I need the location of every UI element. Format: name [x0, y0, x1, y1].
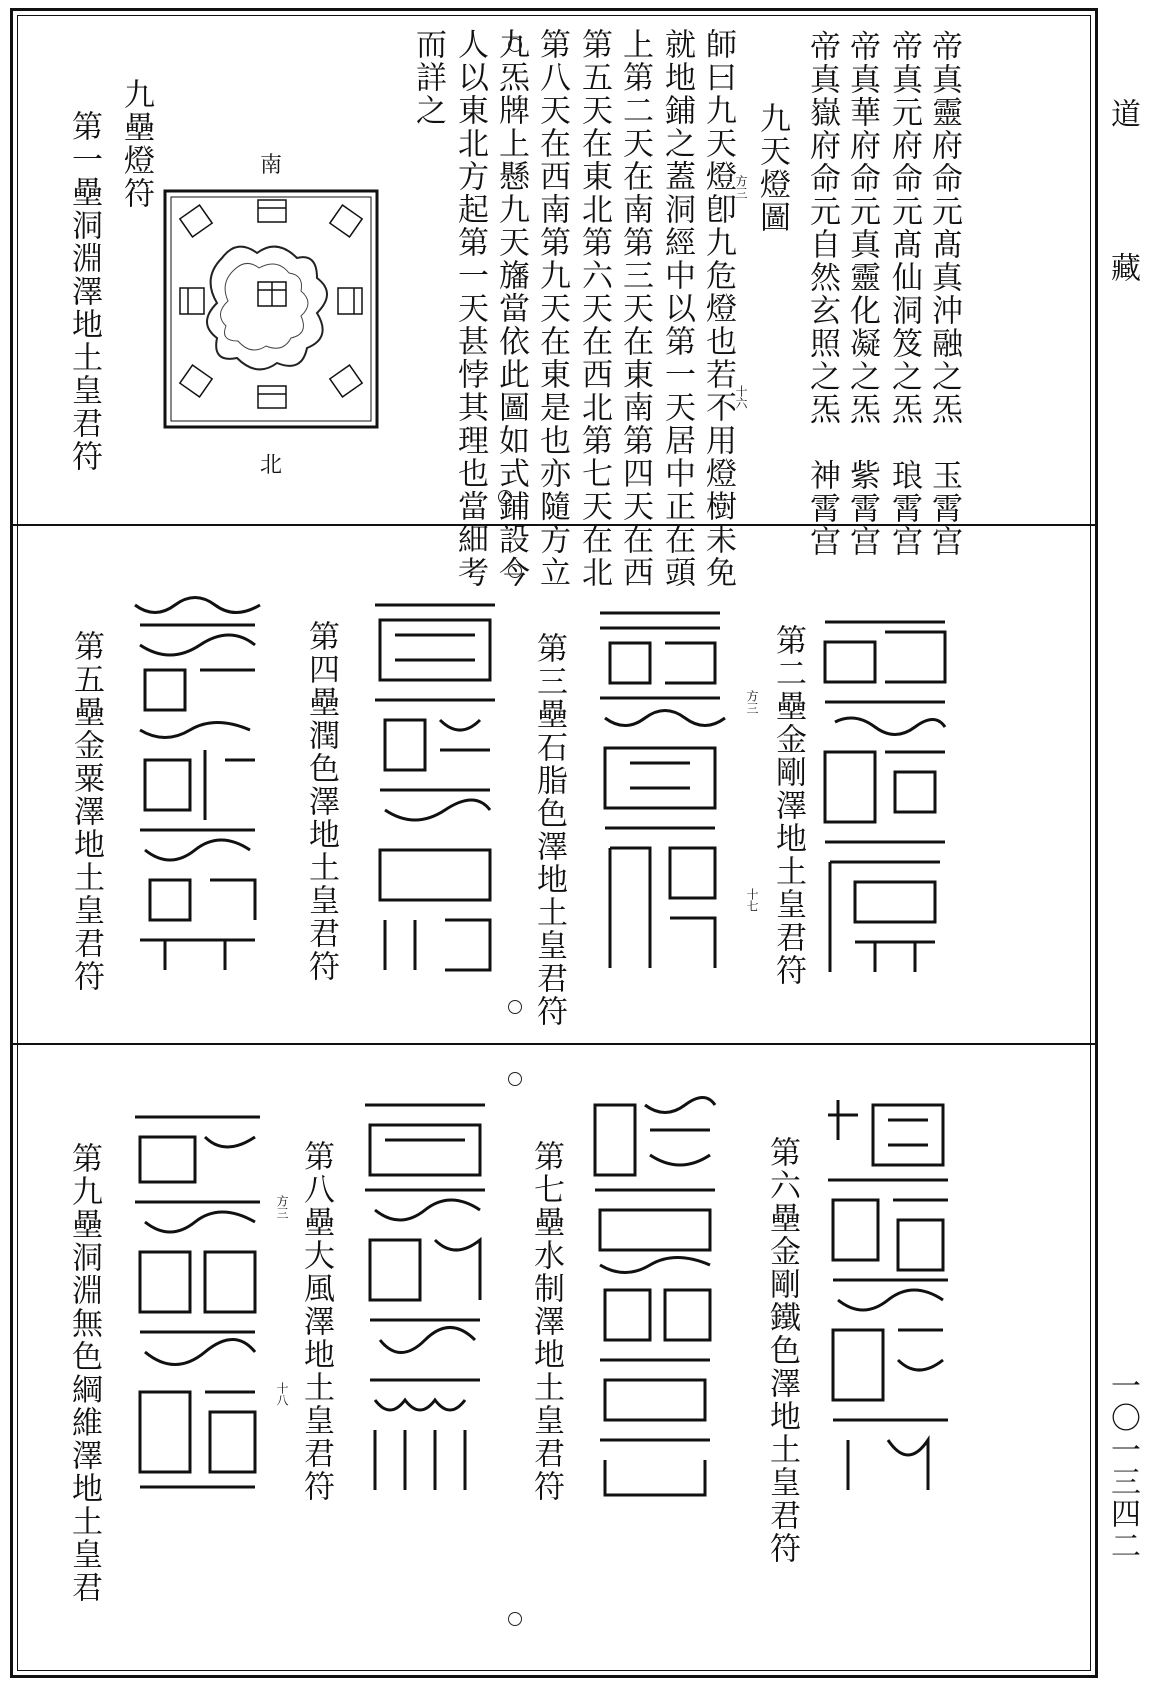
talisman-seal-3 — [590, 598, 730, 978]
talisman-seal-9 — [125, 1102, 270, 1498]
talisman-caption-2: 第二壘金剛澤地土皇君符 — [770, 624, 806, 987]
header-char-dao: 道 — [1105, 98, 1140, 128]
text-line-13: 而詳之 — [410, 28, 446, 127]
talisman-seal-5 — [125, 590, 270, 978]
talisman-caption-8: 第八壘大風澤地土皇君符 — [298, 1140, 334, 1503]
circle-mark — [508, 1072, 522, 1086]
annotation-number: 十七 — [745, 888, 759, 912]
talisman-caption-3: 第三壘石脂色澤地土皇君符 — [531, 632, 567, 1028]
diagram-heading: 九天燈圖 — [754, 102, 790, 234]
talisman-seal-8 — [355, 1090, 495, 1500]
page-number: 一〇一三四二 — [1105, 1370, 1140, 1562]
talisman-seal-2 — [815, 602, 955, 978]
circle-mark — [508, 38, 522, 52]
talisman-caption-4: 第四壘潤色澤地土皇君符 — [303, 620, 339, 983]
talisman-caption-6: 第六壘金剛鐵色澤地土皇君符 — [764, 1136, 800, 1565]
text-line-9: 第五天在東北第六天在西北第七天在北 — [576, 28, 612, 589]
direction-north: 北 — [260, 453, 283, 478]
talisman-caption-7: 第七壘水制澤地土皇君符 — [528, 1140, 564, 1503]
text-line-3: 帝真華府命元真靈化凝之炁 紫霄宫 — [844, 30, 880, 558]
text-line-12: 人以東北方起第一天甚悖其理也當細考 — [452, 28, 488, 589]
text-line-7: 就地鋪之蓋洞經中以第一天居中正在頭 — [659, 28, 695, 589]
text-line-8: 上第二天在南第三天在東南第四天在西 — [617, 28, 653, 589]
text-line-4: 帝真嶽府命元自然玄照之炁 神霄宫 — [804, 30, 840, 558]
text-line-11: 九炁牌上懸九天旛當依此圖如式鋪設今 — [493, 28, 529, 589]
circle-mark — [508, 1612, 522, 1626]
circle-mark — [508, 1000, 522, 1014]
circle-mark — [498, 490, 512, 504]
lamp-talisman-title: 九壘燈符 — [118, 78, 154, 210]
text-line-10: 第八天在西南第九天在東是也亦隨方立 — [534, 28, 570, 589]
lamp-icon — [180, 200, 362, 408]
direction-south: 南 — [260, 153, 283, 178]
circle-mark — [508, 564, 522, 578]
text-line-1: 帝真靈府命元髙真沖融之炁 玉霄宫 — [926, 30, 962, 558]
talisman-caption-9: 第九壘洞淵無色綱維澤地土皇君 — [66, 1142, 102, 1604]
section-divider-2 — [10, 1043, 1098, 1045]
talisman-seal-6 — [818, 1090, 958, 1498]
header-char-zang: 藏 — [1105, 252, 1140, 282]
talisman-caption-1: 第一壘洞淵澤地土皇君符 — [66, 110, 102, 473]
talisman-seal-7 — [585, 1090, 725, 1500]
annotation-number: 十八 — [275, 1382, 289, 1406]
text-line-2: 帝真元府命元髙仙洞笈之炁 琅霄宫 — [886, 30, 922, 558]
text-line-6: 師曰九天燈卽九危燈也若不用燈樹未免 — [700, 28, 736, 589]
nine-lamps-diagram — [162, 188, 380, 430]
annotation-fang: 方三 — [745, 690, 759, 714]
talisman-seal-4 — [365, 590, 505, 978]
annotation-fang: 方三 — [275, 1195, 289, 1219]
annotation-fang: 方三 — [734, 175, 748, 199]
talisman-caption-5: 第五壘金粟澤地土皇君符 — [68, 630, 104, 993]
annotation-number: 十六 — [734, 385, 748, 409]
